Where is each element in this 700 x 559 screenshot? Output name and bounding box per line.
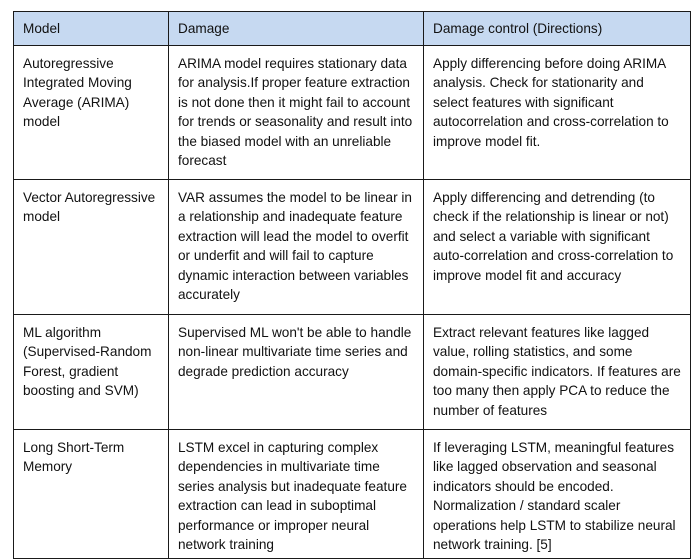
table-row [14,46,691,180]
header-model: Model [14,12,169,46]
cell-control: If leveraging LSTM, meaningful features like lagged observation and seasonal indicators should be encoded. Normalization / standard scaler operations help LSTM to stabilize neural network training. [5] [424,430,691,559]
header-row [14,12,691,46]
header-damage-control: Damage control (Directions) [424,12,691,46]
cell-damage: VAR assumes the model to be linear in a relationship and inadequate feature extraction will lead the model to overfit or underfit and will fail to capture dynamic interaction between variables accurately [169,180,424,315]
cell-model: ML algorithm (Supervised-Random Forest, gradient boosting and SVM) [14,315,169,430]
damage-table [13,11,691,559]
cell-damage: LSTM excel in capturing complex dependencies in multivariate time series analysis but inadequate feature extraction can lead in suboptimal performance or improper neural network training [169,430,424,559]
cell-control: Apply differencing before doing ARIMA analysis. Check for stationarity and select features with significant autocorrelation and cross-correlation to improve model fit. [424,46,691,180]
cell-damage: Supervised ML won't be able to handle non-linear multivariate time series and degrade prediction accuracy [169,315,424,430]
cell-model: Long Short-Term Memory [14,430,169,559]
table-row [14,180,691,315]
cell-model: Autoregressive Integrated Moving Average (ARIMA) model [14,46,169,180]
table-row [14,315,691,430]
cell-damage: ARIMA model requires stationary data for analysis.If proper feature extraction is not done then it might fail to account for trends or seasonality and result into the biased model with an unreliable forecast [169,46,424,180]
table-row [14,430,691,559]
cell-model: Vector Autoregressive model [14,180,169,315]
table-container [13,11,691,559]
header-damage: Damage [169,12,424,46]
cell-control: Apply differencing and detrending (to check if the relationship is linear or not) and select a variable with significant auto-correlation and cross-correlation to improve model fit and accuracy [424,180,691,315]
cell-control: Extract relevant features like lagged value, rolling statistics, and some domain-specific indicators. If features are too many then apply PCA to reduce the number of features [424,315,691,430]
